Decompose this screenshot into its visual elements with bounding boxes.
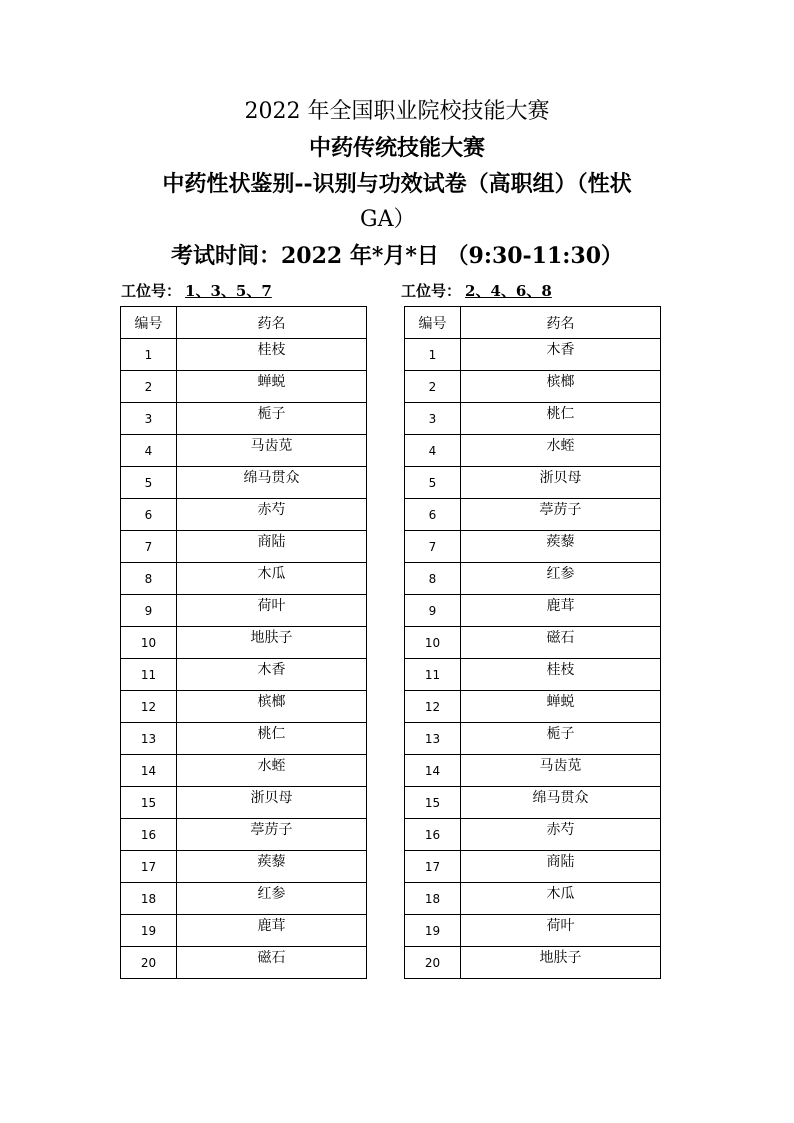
row-number: 11 bbox=[121, 659, 177, 691]
medicine-name: 桂枝 bbox=[177, 339, 367, 371]
medicine-name: 桃仁 bbox=[461, 403, 661, 435]
medicine-name: 地肤子 bbox=[461, 947, 661, 979]
table-row bbox=[405, 371, 661, 403]
row-number: 16 bbox=[405, 819, 461, 851]
table-row bbox=[121, 883, 367, 915]
title-line-2: 中药传统技能大赛 bbox=[308, 135, 485, 161]
medicine-name: 荷叶 bbox=[461, 915, 661, 947]
table-row bbox=[121, 435, 367, 467]
medicine-name: 栀子 bbox=[461, 723, 661, 755]
medicine-name: 赤芍 bbox=[461, 819, 661, 851]
table-row bbox=[121, 947, 367, 979]
row-number: 17 bbox=[405, 851, 461, 883]
row-number: 15 bbox=[405, 787, 461, 819]
row-number: 1 bbox=[121, 339, 177, 371]
station-label: 工位号： bbox=[121, 282, 182, 300]
row-number: 7 bbox=[405, 531, 461, 563]
table-row bbox=[405, 403, 661, 435]
medicine-name: 马齿苋 bbox=[461, 755, 661, 787]
table-row bbox=[121, 819, 367, 851]
row-number: 15 bbox=[121, 787, 177, 819]
row-number: 2 bbox=[405, 371, 461, 403]
station-label: 工位号： bbox=[401, 282, 462, 300]
row-number: 5 bbox=[121, 467, 177, 499]
medicine-name: 磁石 bbox=[461, 627, 661, 659]
medicine-name: 槟榔 bbox=[177, 691, 367, 723]
medicine-name: 赤芍 bbox=[177, 499, 367, 531]
row-number: 6 bbox=[405, 499, 461, 531]
station-left bbox=[121, 282, 276, 300]
medicine-name: 马齿苋 bbox=[177, 435, 367, 467]
medicine-name: 商陆 bbox=[177, 531, 367, 563]
row-number: 4 bbox=[121, 435, 177, 467]
row-number: 11 bbox=[405, 659, 461, 691]
table-row bbox=[121, 787, 367, 819]
row-number: 19 bbox=[121, 915, 177, 947]
medicine-name: 葶苈子 bbox=[461, 499, 661, 531]
row-number: 5 bbox=[405, 467, 461, 499]
row-number: 13 bbox=[405, 723, 461, 755]
row-number: 3 bbox=[121, 403, 177, 435]
table-row bbox=[121, 595, 367, 627]
medicine-name: 蒺藜 bbox=[177, 851, 367, 883]
medicine-name: 鹿茸 bbox=[177, 915, 367, 947]
table-row bbox=[405, 467, 661, 499]
table-row bbox=[121, 915, 367, 947]
column-header-number: 编号 bbox=[405, 307, 461, 339]
column-header-number: 编号 bbox=[121, 307, 177, 339]
medicine-name: 绵马贯众 bbox=[461, 787, 661, 819]
table-row bbox=[405, 883, 661, 915]
table-row bbox=[121, 499, 367, 531]
medicine-name: 蝉蜕 bbox=[177, 371, 367, 403]
medicine-name: 葶苈子 bbox=[177, 819, 367, 851]
column-header-name: 药名 bbox=[461, 307, 661, 339]
table-row bbox=[405, 755, 661, 787]
medicine-name: 木香 bbox=[461, 339, 661, 371]
medicine-name: 木瓜 bbox=[461, 883, 661, 915]
medicine-name: 浙贝母 bbox=[461, 467, 661, 499]
station-numbers: 2、4、6、8 bbox=[465, 282, 552, 300]
medicine-name: 鹿茸 bbox=[461, 595, 661, 627]
medicine-name: 商陆 bbox=[461, 851, 661, 883]
table-row bbox=[405, 851, 661, 883]
table-row bbox=[121, 371, 367, 403]
table-row bbox=[405, 659, 661, 691]
title-line-1: 2022 年全国职业院校技能大赛 bbox=[244, 99, 550, 124]
table-row bbox=[405, 563, 661, 595]
table-row bbox=[121, 691, 367, 723]
table-row bbox=[121, 851, 367, 883]
row-number: 8 bbox=[405, 563, 461, 595]
medicine-name: 栀子 bbox=[177, 403, 367, 435]
table-row bbox=[405, 339, 661, 371]
row-number: 6 bbox=[121, 499, 177, 531]
table-row bbox=[121, 659, 367, 691]
row-number: 12 bbox=[405, 691, 461, 723]
medicine-name: 绵马贯众 bbox=[177, 467, 367, 499]
row-number: 10 bbox=[121, 627, 177, 659]
table-row bbox=[405, 435, 661, 467]
table-row bbox=[405, 627, 661, 659]
table-row bbox=[121, 755, 367, 787]
station-right bbox=[401, 282, 556, 300]
title-line-4: GA） bbox=[360, 207, 416, 232]
row-number: 8 bbox=[121, 563, 177, 595]
medicine-name: 红参 bbox=[461, 563, 661, 595]
row-number: 10 bbox=[405, 627, 461, 659]
row-number: 2 bbox=[121, 371, 177, 403]
medicine-name: 桃仁 bbox=[177, 723, 367, 755]
row-number: 3 bbox=[405, 403, 461, 435]
table-row bbox=[121, 467, 367, 499]
table-row bbox=[405, 691, 661, 723]
row-number: 16 bbox=[121, 819, 177, 851]
medicine-name: 槟榔 bbox=[461, 371, 661, 403]
row-number: 14 bbox=[121, 755, 177, 787]
row-number: 20 bbox=[405, 947, 461, 979]
medicine-name: 桂枝 bbox=[461, 659, 661, 691]
table-row bbox=[405, 531, 661, 563]
table-row bbox=[121, 563, 367, 595]
medicine-name: 木香 bbox=[177, 659, 367, 691]
row-number: 12 bbox=[121, 691, 177, 723]
table-row bbox=[405, 499, 661, 531]
medicine-name: 水蛭 bbox=[461, 435, 661, 467]
row-number: 9 bbox=[121, 595, 177, 627]
table-row bbox=[121, 403, 367, 435]
medicine-name: 磁石 bbox=[177, 947, 367, 979]
row-number: 18 bbox=[405, 883, 461, 915]
medicine-name: 蝉蜕 bbox=[461, 691, 661, 723]
row-number: 19 bbox=[405, 915, 461, 947]
row-number: 14 bbox=[405, 755, 461, 787]
table-row bbox=[405, 915, 661, 947]
exam-time: 考试时间：2022 年*月*日 （9:30-11:30） bbox=[170, 243, 624, 269]
row-number: 18 bbox=[121, 883, 177, 915]
medicine-name: 红参 bbox=[177, 883, 367, 915]
medicine-name: 木瓜 bbox=[177, 563, 367, 595]
medicine-name: 蒺藜 bbox=[461, 531, 661, 563]
medicine-table-left bbox=[120, 306, 367, 979]
row-number: 17 bbox=[121, 851, 177, 883]
table-row bbox=[405, 947, 661, 979]
station-numbers: 1、3、5、7 bbox=[185, 282, 272, 300]
table-row bbox=[405, 595, 661, 627]
row-number: 20 bbox=[121, 947, 177, 979]
table-header-row bbox=[121, 307, 367, 339]
medicine-table-right bbox=[404, 306, 661, 979]
medicine-name: 水蛭 bbox=[177, 755, 367, 787]
table-row bbox=[121, 627, 367, 659]
table-row bbox=[405, 819, 661, 851]
table-row bbox=[121, 531, 367, 563]
table-row bbox=[121, 723, 367, 755]
table-row bbox=[121, 339, 367, 371]
row-number: 1 bbox=[405, 339, 461, 371]
row-number: 4 bbox=[405, 435, 461, 467]
table-row bbox=[405, 723, 661, 755]
medicine-name: 地肤子 bbox=[177, 627, 367, 659]
column-header-name: 药名 bbox=[177, 307, 367, 339]
medicine-name: 荷叶 bbox=[177, 595, 367, 627]
table-header-row bbox=[405, 307, 661, 339]
row-number: 9 bbox=[405, 595, 461, 627]
medicine-name: 浙贝母 bbox=[177, 787, 367, 819]
row-number: 7 bbox=[121, 531, 177, 563]
title-line-3: 中药性状鉴别--识别与功效试卷（高职组）（性状 bbox=[162, 171, 632, 197]
table-row bbox=[405, 787, 661, 819]
row-number: 13 bbox=[121, 723, 177, 755]
